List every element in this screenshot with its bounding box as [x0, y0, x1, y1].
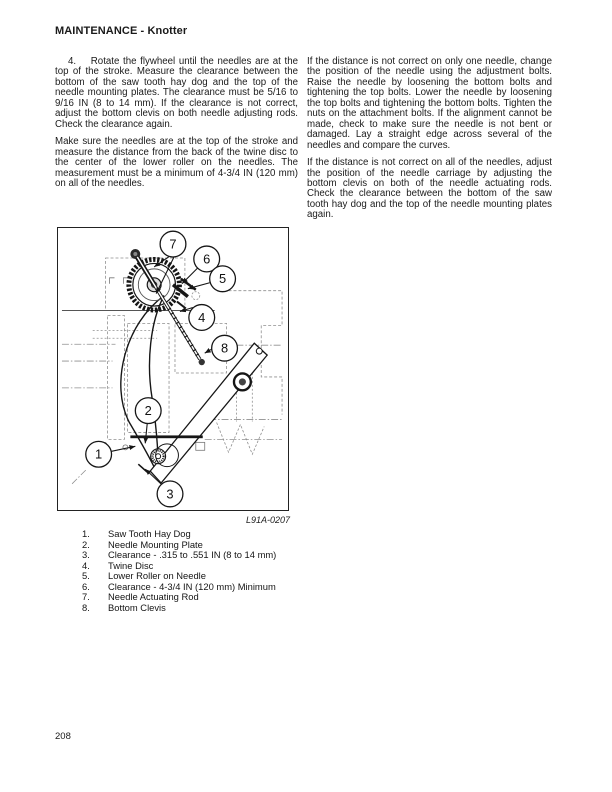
legend-item-text: Saw Tooth Hay Dog: [108, 528, 191, 539]
legend-item-number: 4.: [82, 559, 90, 571]
callout-4: [189, 305, 215, 331]
callout-7: [160, 231, 186, 257]
figure-frame: [57, 227, 289, 511]
bottom-clevis-pin: [199, 359, 205, 365]
knotter-needle-diagram: [58, 228, 288, 510]
callout-5-label: 5: [218, 271, 227, 287]
callout-7-label: 7: [169, 236, 177, 252]
callout-3-label: 3: [166, 486, 174, 502]
figure-legend: [82, 529, 276, 613]
needle-carriage-arm: [150, 340, 267, 483]
legend-item-number: 8.: [82, 601, 90, 613]
one-needle-adjust-paragraph: If the distance is not correct on only one needle, change the position of the needle using the adjustment bolts. Raise the needle by loosening the bottom bolts and tightening the top bolts. Lower the needle by loosening the top bolts and tightening the bottom bolts. Tighten the nuts on the attachment bolts. If the alignment cannot be made, check to make sure the needle is not bent or damaged. Lay a straight edge across several of the needles and compare the curves.: [307, 56, 552, 151]
legend-item-text: Twine Disc: [108, 559, 154, 571]
arm-tip-hole: [256, 348, 262, 354]
legend-item-number: 5.: [82, 570, 90, 582]
callout-3: [157, 481, 183, 507]
step-4-paragraph: 4. Rotate the flywheel until the needles are at the top of the stroke. Measure the clearance between the bottom of the saw tooth hay dog and the top of the needle mounting plates. The clearance must be 5/16 to 9/16 IN (8 to 14 mm). If the clearance is not correct, adjust the bottom clevis on both needle adjusting rods. Check the clearance again.: [55, 56, 298, 130]
legend-item-text: Lower Roller on Needle: [108, 570, 206, 582]
callout-4-label: 4: [198, 309, 206, 325]
callout-6-label: 6: [203, 251, 211, 267]
mechanism-linework: [121, 249, 267, 483]
legend-item-number: 3.: [82, 549, 90, 561]
legend-item-text: Clearance - 4-3/4 IN (120 mm) Minimum: [108, 580, 276, 592]
callout-1: [86, 441, 112, 467]
needle-mounting-plate: [130, 435, 202, 438]
figure-caption: L91A-0207: [245, 515, 290, 525]
all-needles-adjust-paragraph: If the distance is not correct on all of the needles, adjust the position of the needle carriage by adjusting the bottom clevis on both of the needle actuating rods. Check the clearance between the bottom of the saw tooth hay dog and the top of the needle mounting plates again.: [307, 157, 552, 221]
legend-item-text: Needle Mounting Plate: [108, 538, 203, 550]
legend-item-text: Needle Actuating Rod: [108, 591, 199, 603]
legend-item-number: 1.: [82, 528, 90, 539]
right-text-column: [307, 57, 552, 228]
callout-5: [210, 266, 236, 292]
legend-item: [82, 529, 276, 540]
legend-item-number: 7.: [82, 591, 90, 603]
legend-item-number: 6.: [82, 580, 90, 592]
callout-2: [135, 398, 161, 424]
legend-item: [82, 603, 276, 614]
callout-2-label: 2: [144, 403, 152, 419]
callout-8-label: 8: [220, 340, 229, 356]
legend-item-text: Clearance - .315 to .551 IN (8 to 14 mm): [108, 549, 277, 561]
needle-distance-paragraph: Make sure the needles are at the top of the stroke and measure the distance from the back of the twine disc to the center of the lower roller on the needles. The measurement must be a minimum of 4-3/4 IN (120 mm) on all of the needles.: [55, 136, 298, 189]
callout-1-label: 1: [95, 446, 103, 462]
callout-8: [212, 335, 238, 361]
legend-item-number: 2.: [82, 538, 90, 550]
page-number: 208: [55, 731, 71, 742]
page-header-title: MAINTENANCE - Knotter: [55, 25, 188, 37]
left-text-column: [55, 57, 298, 196]
legend-item-text: Bottom Clevis: [108, 601, 166, 613]
